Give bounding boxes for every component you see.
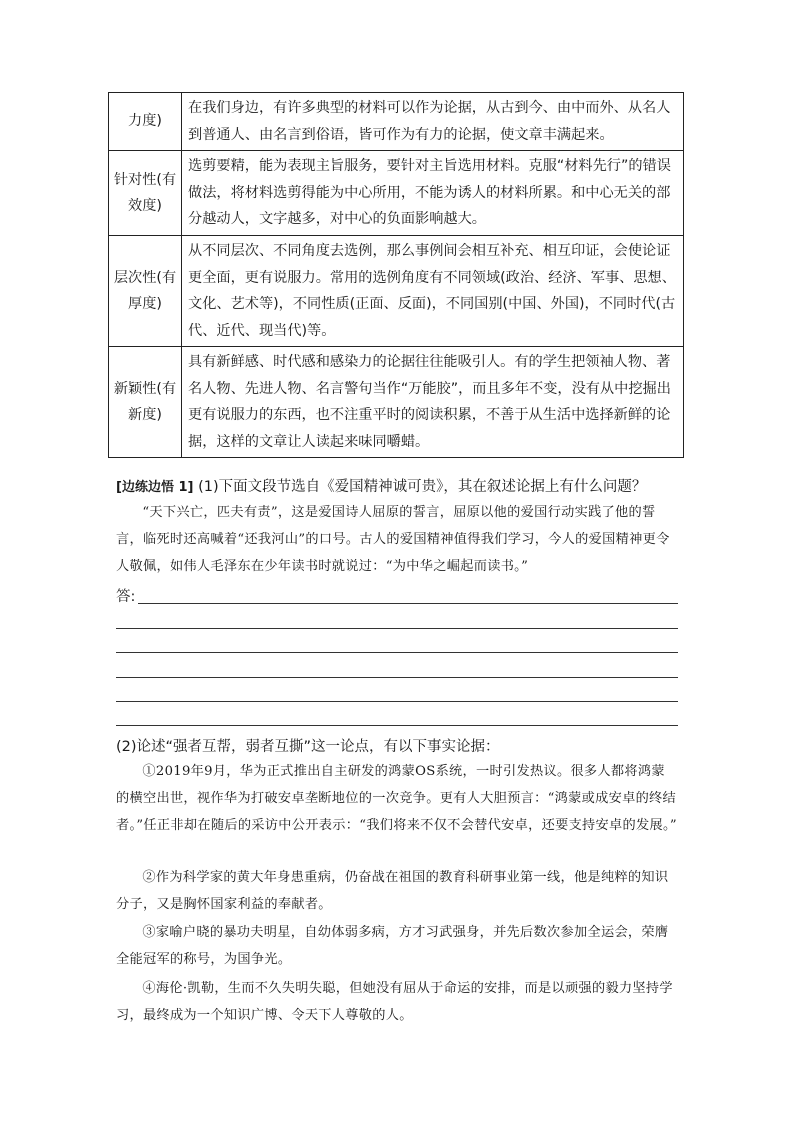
row-key: 力度) [109,93,182,151]
row-key: 新颖性(有新度) [109,347,182,458]
row-key: 层次性(有厚度) [109,236,182,347]
evidence-item: ①2019年9月，华为正式推出自主研发的鸿蒙OS系统，一时引发热议。很多人都将鸿蒙的横空出世，视作华为打破安卓垄断地位的一次竞争。更有人大胆预言：“鸿蒙或成安卓的终结者。”任正非却在随后的采访中公开表示：“我们将来不仅不会替代安卓，还要支持安卓的发展。” [116,764,677,833]
evidence-item: ④海伦·凯勒，生而不久失明失聪，但她没有屈从于命运的安排，而是以顽强的毅力坚持学习，最终成为一个知识广博、令天下人尊敬的人。 [116,981,673,1023]
answer-line[interactable] [116,725,678,726]
answer-line[interactable] [116,628,678,629]
table-row [109,93,684,151]
question-2: (2)论述“强者互帮，弱者互撕”这一论点，有以下事实论据： [116,739,500,755]
quoted-passage: “天下兴亡，匹夫有责”，这是爱国诗人屈原的誓言，屈原以他的爱国行动实践了他的誓言，临死时还高喊着“还我河山”的口号。古人的爱国精神值得我们学习，今人的爱国精神更令人敬佩，如伟人毛泽东在少年读书时就说过：“为中华之崛起而读书。” [116,505,670,574]
evidence-item: ②作为科学家的黄大年身患重病，仍奋战在祖国的教育科研事业第一线，他是纯粹的知识分子，又是胸怀国家利益的奉献者。 [116,870,669,912]
row-text: 选剪要精，能为表现主旨服务，要针对主旨选用材料。克服“材料先行”的错误做法，将材料选剪得能为中心所用，不能为诱人的材料所累。和中心无关的部分越动人，文字越多，对中心的负面影响越大。 [182,151,684,236]
answer-line[interactable] [138,603,678,604]
table-row [109,151,684,236]
answer-line[interactable] [116,677,678,678]
answer-label: 答: [116,589,136,605]
row-key: 针对性(有效度) [109,151,182,236]
table-row [109,347,684,458]
row-text: 在我们身边，有许多典型的材料可以作为论据，从古到今、由中而外、从名人到普通人、由名言到俗语，皆可作为有力的论据，使文章丰满起来。 [182,93,684,151]
answer-line[interactable] [116,701,678,702]
exercise-tag: [边练边悟 1] [116,480,194,495]
evidence-item: ③家喻户晓的暴功夫明星，自幼体弱多病，方才习武强身，并先后数次参加全运会，荣膺全能冠军的称号，为国争光。 [116,925,669,967]
table-row [109,236,684,347]
answer-line[interactable] [116,652,678,653]
question-1 [116,476,696,499]
row-text: 从不同层次、不同角度去选例，那么事例间会相互补充、相互印证，会使论证更全面，更有说服力。常用的选例角度有不同领域(政治、经济、军事、思想、文化、艺术等)，不同性质(正面、反面)，不同国别(中国、外国)，不同时代(古代、近代、现当代)等。 [182,236,684,347]
criteria-table [108,92,684,458]
question-1-text: (1)下面文段节选自《爱国精神诚可贵》，其在叙述论据上有什么问题？ [198,479,647,495]
row-text: 具有新鲜感、时代感和感染力的论据往往能吸引人。有的学生把领袖人物、著名人物、先进人物、名言警句当作“万能胶”，而且多年不变，没有从中挖掘出更有说服力的东西，也不注重平时的阅读积累，不善于从生活中选择新鲜的论据，这样的文章让人读起来味同嚼蜡。 [182,347,684,458]
